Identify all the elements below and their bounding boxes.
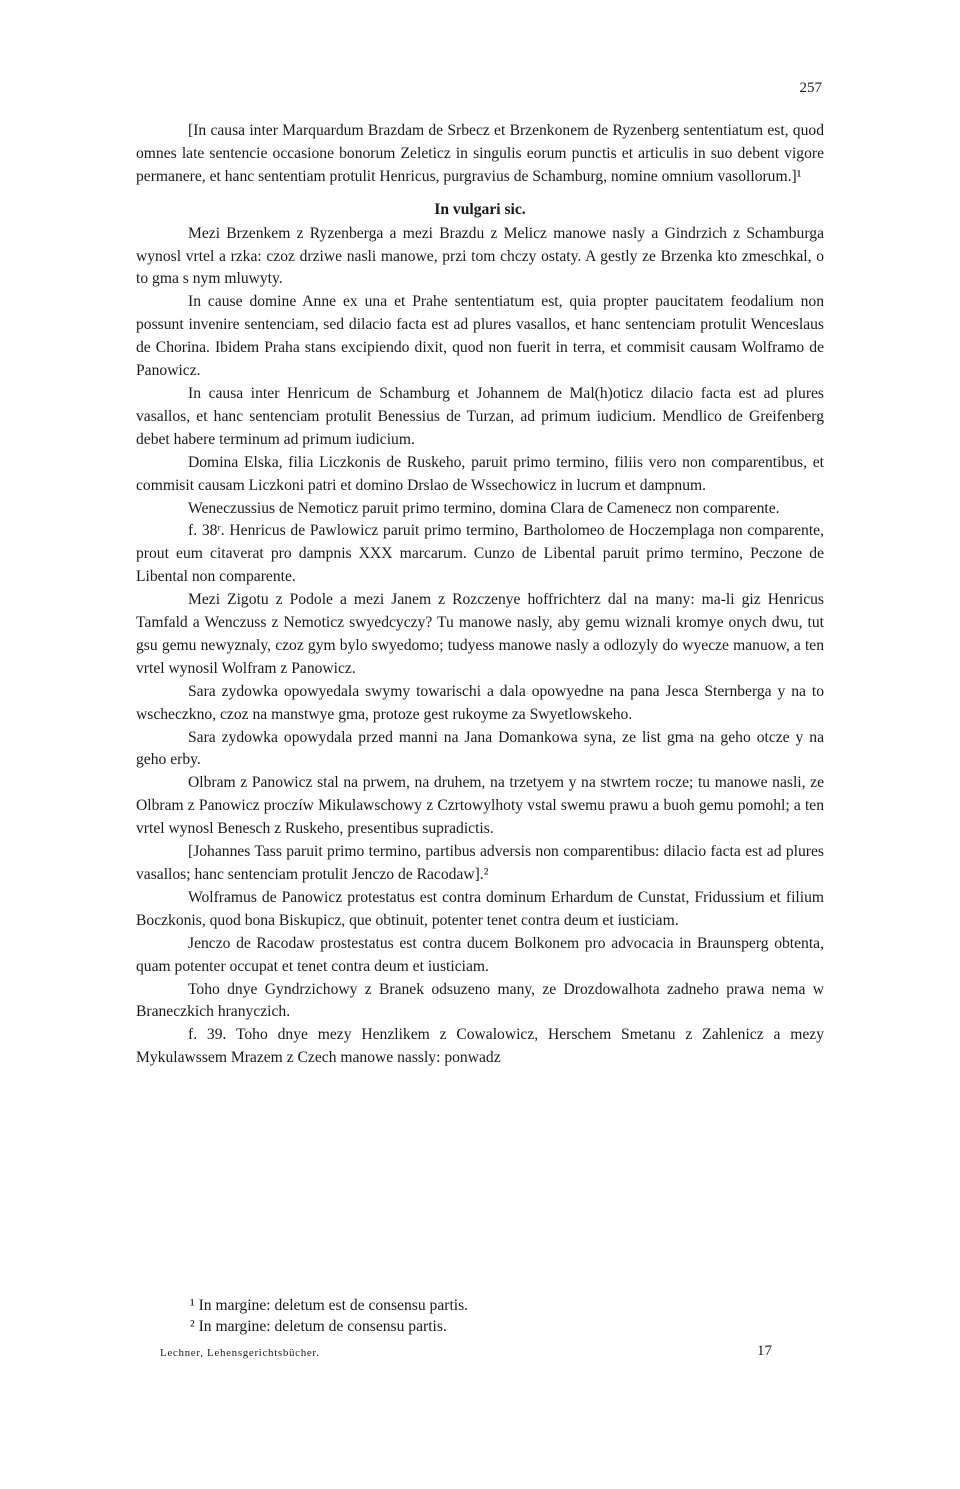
footnote: ¹ In margine: deletum est de consensu partis. [190,1297,469,1314]
paragraph: Wolframus de Panowicz protestatus est contra dominum Erhardum de Cunstat, Fridussium et filium Boczkonis, quod bona Biskupicz, que obtinuit, potenter tenet contra deum et iusticiam. [136,888,824,929]
footer-signature-number: 17 [757,1343,772,1359]
paragraph: [In causa inter Marquardum Brazdam de Srbecz et Brzenkonem de Ryzenberg sententiatum est, quod omnes late sentencie occasione bonorum Zeleticz in singulis eorum punctis et articulis in suo debent vigore permanere, et hanc sententiam protulit Henricus, purgravius de Schamburg, nomine omnium vasollorum.]¹ [136,122,824,185]
page-number: 257 [799,80,822,96]
paragraph: In causa inter Henricum de Schamburg et Johannem de Mal(h)oticz dilacio facta est ad plures vasallos, et hanc sentenciam protulit Benessius de Turzan, ad primum iudicium. Mendlico de Greifenberg debet habere terminum ad primum iudicium. [136,384,824,448]
paragraph: Jenczo de Racodaw prostestatus est contra ducem Bolkonem pro advocacia in Braunsperg obtenta, quam potenter occupat et tenet contra deum et iusticiam. [136,934,824,975]
paragraph: Mezi Brzenkem z Ryzenberga a mezi Brazdu z Melicz manowe nasly a Gindrzich z Schamburga wynosl vrtel a rzka: czoz drziwe nasli manowe, przi tom chczy ostaty. A gestly ze Brzenka kto zmeschkal, o to gma s nym mluwyty. [136,224,824,288]
footer-source: Lechner, Lehensgerichtsbücher. [160,1347,320,1359]
paragraph: [Johannes Tass paruit primo termino, partibus adversis non comparentibus: dilacio facta est ad plures vasallos; hanc sentenciam protulit Jenczo de Racodaw].² [136,843,824,883]
paragraph: Domina Elska, filia Liczkonis de Ruskeho, paruit primo termino, filiis vero non comparentibus, et commisit causam Liczkoni patri et domino Drslao de Wssechowicz in lucrum et dampnum. [136,453,824,494]
paragraph: Sara zydowka opowyedala swymy towarischi a dala opowyedne na pana Jesca Sternberga y na to wscheczkno, czoz na manstwye gma, protoze gest rukoyme za Swyetlowskeho. [136,682,824,723]
paragraph: Olbram z Panowicz stal na prwem, na druhem, na trzetyem y na stwrtem rocze; tu manowe nasli, ze Olbram z Panowicz proczíw Mikulawschowy z Czrtowylhoty vstal swemu prawu a buoh gemu pomohl; a ten vrtel wynosl Benesch z Ruskeho, presentibus supradictis. [136,774,824,838]
footnote: ² In margine: deletum de consensu partis. [190,1318,447,1335]
section-heading: In vulgari sic. [434,200,526,218]
paragraph: f. 39. Toho dnye mezy Henzlikem z Cowalowicz, Herschem Smetanu z Zahlenicz a mezy Mykulawssem Mrazem z Czech manowe nassly: ponwadz [136,1026,824,1067]
paragraph: Mezi Zigotu z Podole a mezi Janem z Rozczenye hoffrichterz dal na many: ma-li giz Henricus Tamfald a Wenczuss z Nemoticz swyedcyczy? Tu manowe nasly, aby gemu wiznali kromye onych dwu, tut gsu gemu newyznaly, czoz gym bylo swyedomo; tudyess manowe nasly a odlozyly do wyecze manuow, a ten vrtel wynosil Wolfram z Panowicz. [136,591,824,677]
paragraph: In cause domine Anne ex una et Prahe sententiatum est, quia propter paucitatem feodalium non possunt invenire sentenciam, sed dilacio facta est ad plures vasallos, et hanc sentenciam protulit Wenceslaus de Chorina. Ibidem Praha stans excipiendo dixit, quod non fuerit in terra, et commisit causam Wolframo de Panowicz. [136,293,824,380]
paragraph: Toho dnye Gyndrzichowy z Branek odsuzeno many, ze Drozdowalhota zadneho prawa nema w Braneczkich hranyczich. [136,980,824,1021]
body-text [136,120,824,1070]
paragraph: Sara zydowka opowydala przed manni na Jana Domankowa syna, ze list gma na geho otcze y na geho erby. [136,728,824,769]
paragraph: Weneczussius de Nemoticz paruit primo termino, domina Clara de Camenecz non comparente. [188,499,780,517]
paragraph: f. 38ʳ. Henricus de Pawlowicz paruit primo termino, Bartholomeo de Hoczemplaga non comparente, prout eum citaverat pro dampnis XXX marcarum. Cunzo de Libental paruit primo termino, Peczone de Libental non comparente. [136,522,824,586]
footnotes [190,1295,468,1337]
